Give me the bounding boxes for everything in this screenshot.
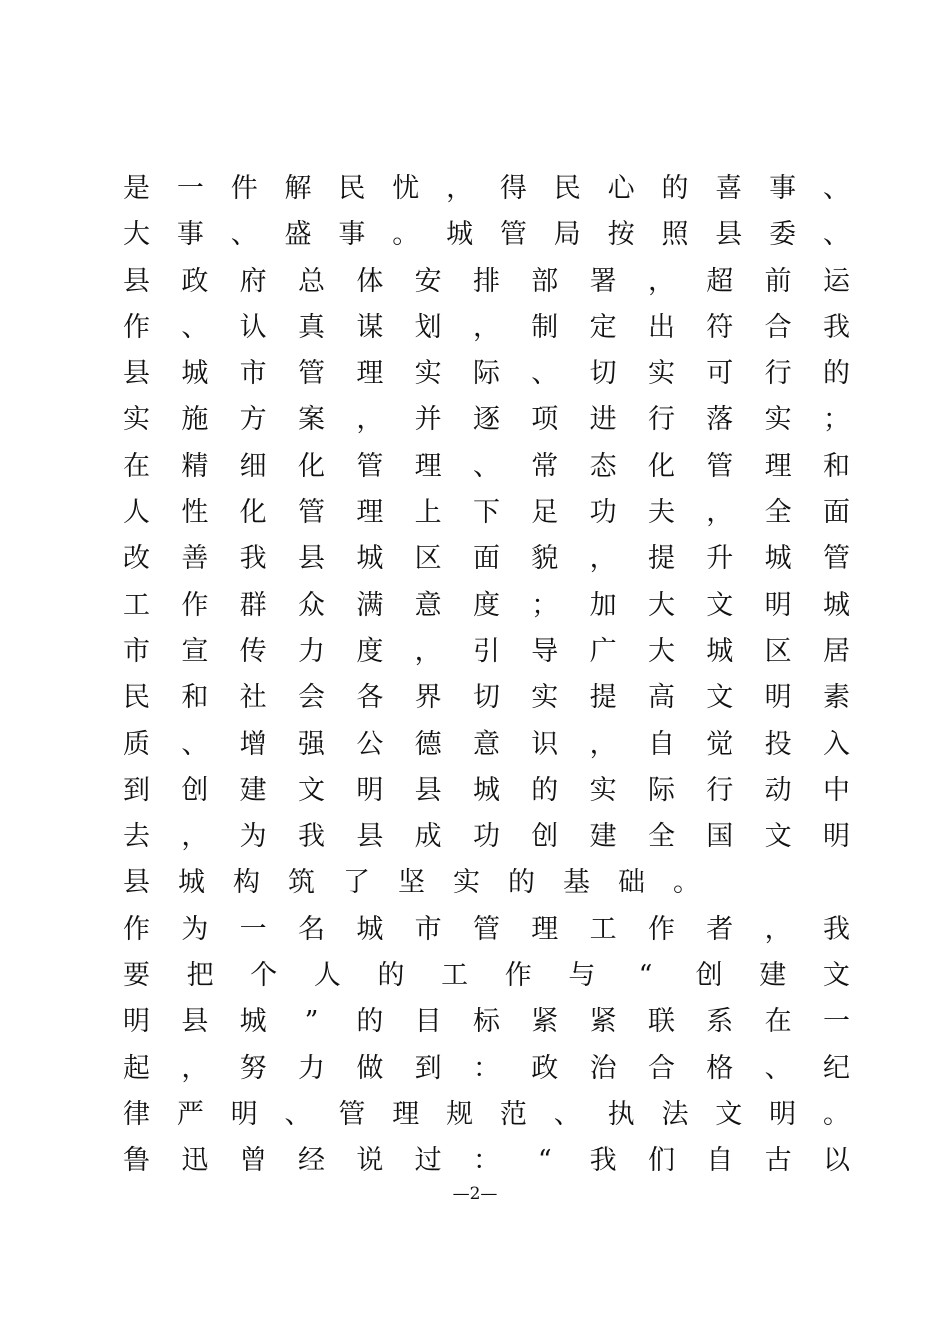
text-line: 工 作 群 众 满 意 度 ； 加 大 文 明 城 [123,589,850,621]
text-line: 改 善 我 县 城 区 面 貌 ， 提 升 城 管 [123,543,850,575]
page-number: —2— [452,1184,498,1204]
text-line: 要 把 个 人 的 工 作 与 “ 创 建 文 [123,960,850,992]
text-line: 大 事 、 盛 事 。 城 管 局 按 照 县 委 、 [123,219,850,251]
text-line: 明 县 城 ” 的 目 标 紧 紧 联 系 在 一 [123,1006,850,1038]
text-line: 人 性 化 管 理 上 下 足 功 夫 ， 全 面 [123,497,850,529]
text-line: 律 严 明 、 管 理 规 范 、 执 法 文 明 。 [123,1098,850,1130]
body-text [123,166,850,1185]
text-line: 是 一 件 解 民 忧 ， 得 民 心 的 喜 事 、 [123,173,850,204]
text-line: 鲁 迅 曾 经 说 过 ： “ 我 们 自 古 以 [123,1145,850,1177]
text-line: 县 政 府 总 体 安 排 部 署 ， 超 前 运 [123,265,850,297]
text-line: 质 、 增 强 公 德 意 识 ， 自 觉 投 入 [123,728,850,760]
text-line: 县 城 构 筑 了 坚 实 的 基 础 。 [123,867,700,899]
text-line: 作 为 一 名 城 市 管 理 工 作 者 ， 我 [123,913,850,945]
text-line: 去 ， 为 我 县 成 功 创 建 全 国 文 明 [123,821,850,853]
text-line: 民 和 社 会 各 界 切 实 提 高 文 明 素 [123,682,850,714]
text-line: 市 宣 传 力 度 ， 引 导 广 大 城 区 居 [123,635,850,667]
text-line: 实 施 方 案 ， 并 逐 项 进 行 落 实 ； [123,404,850,436]
text-line: 县 城 市 管 理 实 际 、 切 实 可 行 的 [123,358,850,390]
text-line: 在 精 细 化 管 理 、 常 态 化 管 理 和 [123,450,850,482]
text-line: 作 、 认 真 谋 划 ， 制 定 出 符 合 我 [123,311,850,343]
text-line: 起 ， 努 力 做 到 ： 政 治 合 格 、 纪 [123,1052,850,1084]
text-line: 到 创 建 文 明 县 城 的 实 际 行 动 中 [123,774,850,806]
